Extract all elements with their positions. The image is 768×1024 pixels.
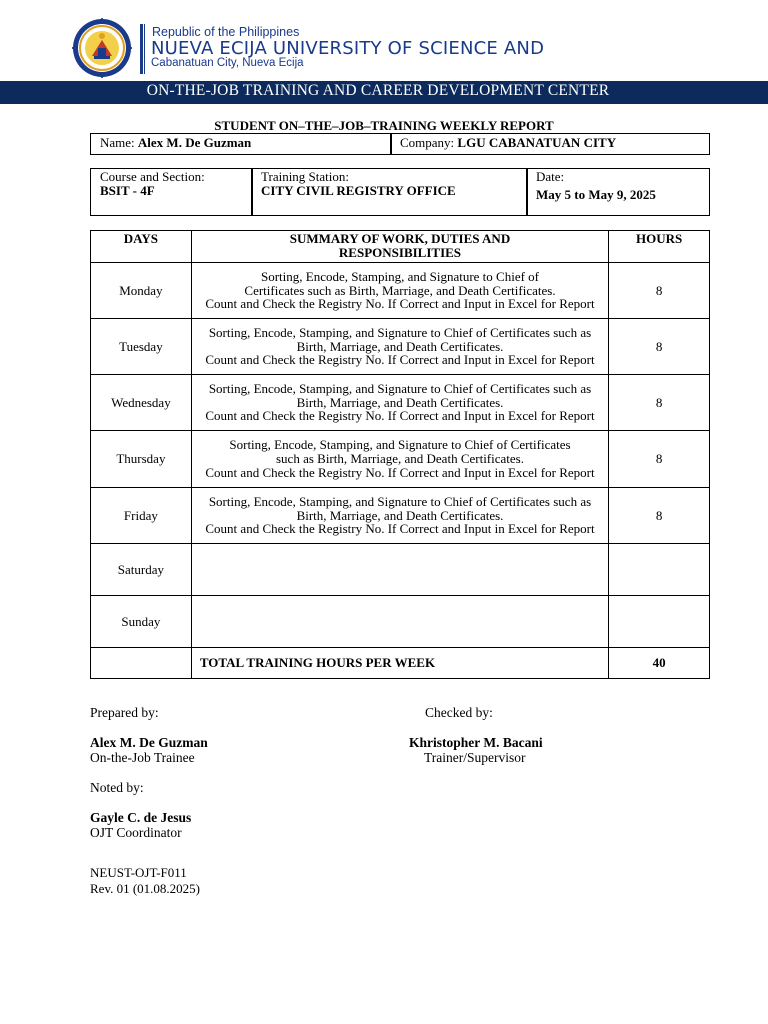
republic-label: Republic of the Philippines (152, 25, 300, 39)
hours-cell: 8 (609, 488, 710, 544)
total-empty-cell (91, 648, 192, 679)
table-row (91, 263, 710, 319)
name-field (92, 135, 390, 153)
date-field (528, 170, 708, 202)
day-cell: Monday (91, 263, 192, 319)
day-cell: Thursday (91, 431, 192, 488)
summary-line-1: Sorting, Encode, Stamping, and Signature to Chief of Certificates such as Birth, Marriage, and Death Certificates. (244, 268, 556, 298)
header-divider-thin (144, 24, 145, 74)
noted-label: Noted by: (90, 780, 144, 795)
hours-cell: 8 (609, 263, 710, 319)
header-hours: HOURS (609, 231, 710, 263)
company-label: Company: (400, 135, 455, 150)
name-label: Name: (100, 135, 135, 150)
form-revision: Rev. 01 (01.08.2025) (90, 881, 201, 896)
header-days: DAYS (91, 231, 192, 263)
day-cell: Friday (91, 488, 192, 544)
summary-line-1: Sorting, Encode, Stamping, and Signature to Chief of Certificates such as Birth, Marriage, and Death Certificates. (208, 380, 592, 410)
university-city: Cabanatuan City, Nueva Ecija (151, 57, 304, 69)
summary-cell (191, 375, 608, 431)
course-field (92, 170, 250, 198)
university-name: NUEVA ECIJA UNIVERSITY OF SCIENCE AND (151, 38, 545, 59)
table-row (91, 596, 710, 648)
hours-cell (609, 544, 710, 596)
summary-line-2: Count and Check the Registry No. If Correct and Input in Excel for Report (205, 296, 595, 312)
station-field (253, 170, 525, 198)
total-value: 40 (609, 648, 710, 679)
banner-underline (0, 102, 768, 104)
checked-label: Checked by: (425, 705, 493, 720)
checked-name: Khristopher M. Bacani (409, 735, 543, 750)
form-title: STUDENT ON–THE–JOB–TRAINING WEEKLY REPORT (214, 118, 554, 133)
header-summary-text: SUMMARY OF WORK, DUTIES AND RESPONSIBILITIES (289, 231, 511, 260)
date-value: May 5 to May 9, 2025 (536, 187, 656, 202)
checked-role: Trainer/Supervisor (424, 750, 526, 765)
noted-name: Gayle C. de Jesus (90, 810, 192, 825)
summary-cell (191, 488, 608, 544)
day-cell: Sunday (91, 596, 192, 648)
prepared-role: On-the-Job Trainee (90, 750, 195, 765)
hours-cell (609, 596, 710, 648)
summary-line-2: Count and Check the Registry No. If Correct and Input in Excel for Report (205, 352, 595, 368)
prepared-name: Alex M. De Guzman (90, 735, 208, 750)
table-row (91, 319, 710, 375)
summary-cell (191, 596, 608, 648)
university-seal-logo-icon (72, 18, 132, 78)
prepared-label: Prepared by: (90, 705, 159, 720)
banner-title: ON-THE-JOB TRAINING AND CAREER DEVELOPMENT CENTER (146, 82, 610, 99)
total-row (91, 648, 710, 679)
table-row (91, 375, 710, 431)
summary-line-2: Count and Check the Registry No. If Correct and Input in Excel for Report (205, 408, 595, 424)
hours-cell: 8 (609, 431, 710, 488)
course-label: Course and Section: (100, 169, 205, 184)
noted-role: OJT Coordinator (90, 825, 182, 840)
day-cell: Tuesday (91, 319, 192, 375)
company-field (392, 135, 708, 153)
day-cell: Wednesday (91, 375, 192, 431)
table-row (91, 431, 710, 488)
summary-line-1: Sorting, Encode, Stamping, and Signature to Chief of Certificates such as Birth, Marriage, and Death Certificates. (208, 324, 592, 354)
hours-cell: 8 (609, 319, 710, 375)
table-header-row (91, 231, 710, 263)
summary-line-2: Count and Check the Registry No. If Correct and Input in Excel for Report (205, 521, 595, 537)
header-summary (191, 231, 608, 263)
table-row (91, 544, 710, 596)
header-divider (140, 24, 143, 74)
course-value: BSIT - 4F (100, 183, 155, 198)
form-code: NEUST-OJT-F011 (90, 865, 187, 880)
name-value: Alex M. De Guzman (137, 135, 252, 150)
company-value: LGU CABANATUAN CITY (457, 135, 617, 150)
summary-line-1: Sorting, Encode, Stamping, and Signature to Chief of Certificates such as Birth, Marriage, and Death Certificates. (208, 493, 592, 523)
day-cell: Saturday (91, 544, 192, 596)
station-value: CITY CIVIL REGISTRY OFFICE (261, 183, 456, 198)
summary-line-1: Sorting, Encode, Stamping, and Signature to Chief of Certificates such as Birth, Marriage, and Death Certificates. (229, 437, 571, 467)
total-label: TOTAL TRAINING HOURS PER WEEK (191, 648, 608, 679)
weekly-report-table (90, 230, 710, 679)
summary-line-2: Count and Check the Registry No. If Correct and Input in Excel for Report (205, 464, 595, 480)
date-label: Date: (536, 169, 565, 184)
summary-cell (191, 319, 608, 375)
station-label: Training Station: (261, 169, 350, 184)
hours-cell: 8 (609, 375, 710, 431)
summary-cell (191, 431, 608, 488)
table-row (91, 488, 710, 544)
summary-cell (191, 544, 608, 596)
summary-cell (191, 263, 608, 319)
